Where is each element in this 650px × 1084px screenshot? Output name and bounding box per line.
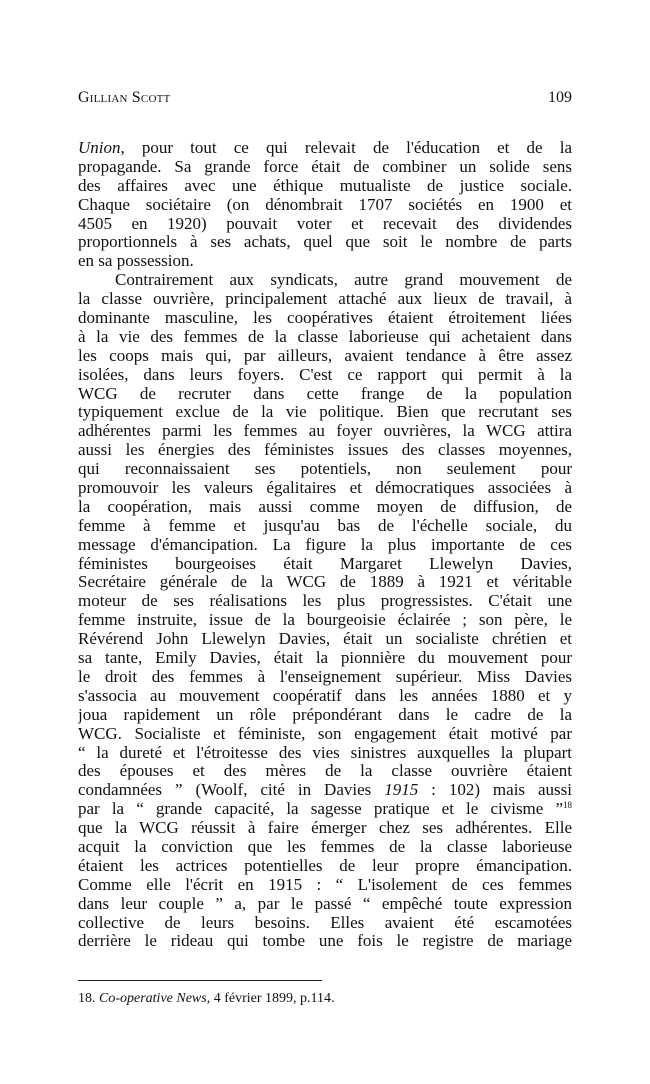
text-line bbox=[78, 196, 572, 215]
text-line bbox=[78, 517, 572, 536]
text-line bbox=[78, 762, 572, 781]
text-line bbox=[78, 819, 572, 838]
text-line bbox=[78, 441, 572, 460]
text-segment: proportionnels à ses achats, quel que soit le nombre de parts bbox=[78, 233, 572, 252]
text-segment: , pour tout ce qui relevait de l'éducation et de la bbox=[120, 139, 572, 157]
text-line bbox=[78, 687, 572, 706]
text-segment: condamnées ” (Woolf, cité in Davies bbox=[78, 781, 385, 800]
text-segment: que la WCG réussit à faire émerger chez ses adhérentes. Elle bbox=[78, 819, 572, 838]
text-segment: femme à femme et jusqu'au bas de l'échelle sociale, du bbox=[78, 516, 572, 535]
text-segment: dans leur couple ” a, par le passé “ empêché toute expression bbox=[78, 894, 572, 913]
text-segment: derrière le rideau qui tombe une fois le registre de mariage bbox=[78, 932, 572, 951]
text-line bbox=[78, 838, 572, 857]
text-segment: Union bbox=[78, 139, 121, 157]
text-segment: dominante masculine, les coopératives étaient étroitement liées bbox=[78, 309, 572, 328]
text-line bbox=[78, 781, 572, 800]
running-header-author: Gillian Scott bbox=[78, 89, 171, 106]
text-segment: : 102) mais aussi bbox=[418, 781, 572, 800]
text-segment: des épouses et des mères de la classe ouvrière étaient bbox=[78, 762, 572, 781]
text-line bbox=[78, 592, 572, 611]
text-line bbox=[78, 611, 572, 630]
text-segment: “ la dureté et l'étroitesse des vies sinistres auxquelles la plupart bbox=[78, 743, 572, 762]
text-segment: le droit des femmes à l'enseignement supérieur. Miss Davies bbox=[78, 667, 572, 686]
text-line bbox=[78, 422, 572, 441]
text-line bbox=[78, 328, 572, 347]
text-segment: sa tante, Emily Davies, était la pionnière du mouvement pour bbox=[78, 649, 572, 668]
text-line bbox=[78, 479, 572, 498]
text-segment: promouvoir les valeurs égalitaires et démocratiques associées à bbox=[78, 479, 572, 498]
page-number: 109 bbox=[548, 89, 572, 106]
text-line bbox=[78, 725, 572, 744]
text-segment: moteur de ses réalisations les plus progressistes. C'était une bbox=[78, 592, 572, 611]
paragraph bbox=[78, 139, 572, 271]
text-segment: 1915 bbox=[384, 781, 419, 800]
text-segment: adhérentes parmi les femmes au foyer ouvrières, la WCG attira bbox=[78, 422, 572, 441]
text-line bbox=[78, 290, 572, 309]
text-line bbox=[78, 215, 572, 234]
text-line bbox=[78, 744, 572, 763]
footnote-number: 18. bbox=[78, 991, 96, 1006]
text-segment: la coopération, mais aussi comme moyen de diffusion, de bbox=[78, 497, 572, 516]
text-segment: Contrairement aux syndicats, autre grand mouvement de bbox=[115, 271, 572, 290]
text-line bbox=[78, 271, 572, 290]
text-line bbox=[78, 498, 572, 517]
text-line bbox=[78, 630, 572, 649]
text-segment: acquit la conviction que les femmes de la classe laborieuse bbox=[78, 837, 572, 856]
footnote-rule bbox=[78, 980, 322, 981]
text-line bbox=[78, 347, 572, 366]
text-segment: 4505 en 1920) pouvait voter et recevait des dividendes bbox=[78, 214, 572, 233]
text-segment: WCG de recruter dans cette frange de la population bbox=[78, 384, 572, 403]
body-text bbox=[78, 139, 572, 951]
text-segment: joua rapidement un rôle prépondérant dans le cadre de la bbox=[78, 705, 572, 724]
text-segment: aussi les énergies des féministes issues des classes moyennes, bbox=[78, 441, 572, 460]
text-segment: en sa possession. bbox=[78, 252, 194, 271]
text-line bbox=[78, 233, 572, 252]
text-segment: féministes bourgeoises était Margaret Llewelyn Davies, bbox=[78, 554, 572, 573]
text-segment: typiquement exclue de la vie politique. Bien que recrutant ses bbox=[78, 403, 572, 422]
text-segment: Secrétaire générale de la WCG de 1889 à 1921 et véritable bbox=[78, 573, 572, 592]
footnote-source: Co-operative News bbox=[99, 991, 207, 1006]
text-segment: WCG. Socialiste et féministe, son engagement était motivé par bbox=[78, 724, 572, 743]
text-line bbox=[78, 932, 572, 951]
text-segment: par la “ grande capacité, la sagesse pratique et le civisme ” bbox=[78, 800, 563, 819]
text-segment: Révérend John Llewelyn Davies, était un socialiste chrétien et bbox=[78, 630, 572, 649]
text-segment: s'associa au mouvement coopératif dans les années 1880 et y bbox=[78, 686, 572, 705]
text-line bbox=[78, 706, 572, 725]
text-segment: les coops mais qui, par ailleurs, avaient tendance à être assez bbox=[78, 346, 572, 365]
text-segment: étaient les actrices potentielles de leur propre émancipation. bbox=[78, 856, 572, 875]
text-segment: propagande. Sa grande force était de combiner un solide sens bbox=[78, 157, 572, 176]
text-line bbox=[78, 366, 572, 385]
text-line bbox=[78, 895, 572, 914]
text-segment: Chaque sociétaire (on dénombrait 1707 sociétés en 1900 et bbox=[78, 195, 572, 214]
text-segment: des affaires avec une éthique mutualiste de justice sociale. bbox=[78, 176, 572, 195]
text-line bbox=[78, 252, 572, 271]
text-segment: message d'émancipation. La figure la plus importante de ces bbox=[78, 535, 572, 554]
text-line bbox=[78, 177, 572, 196]
text-segment: la classe ouvrière, principalement attaché aux lieux de travail, à bbox=[78, 290, 572, 309]
text-segment: Comme elle l'écrit en 1915 : “ L'isolement de ces femmes bbox=[78, 875, 572, 894]
text-line bbox=[78, 555, 572, 574]
text-line bbox=[78, 460, 572, 479]
text-line bbox=[78, 857, 572, 876]
running-header bbox=[78, 89, 572, 111]
text-segment: collective de leurs besoins. Elles avaient été escamotées bbox=[78, 913, 572, 932]
text-line bbox=[78, 800, 572, 819]
text-line bbox=[78, 158, 572, 177]
text-line bbox=[78, 914, 572, 933]
text-segment: isolées, dans leurs foyers. C'est ce rapport qui permit à la bbox=[78, 365, 572, 384]
text-line bbox=[78, 573, 572, 592]
text-line bbox=[78, 403, 572, 422]
text-line bbox=[78, 876, 572, 895]
footnote-rest: , 4 février 1899, p.114. bbox=[206, 991, 335, 1006]
text-line bbox=[78, 139, 572, 158]
text-line bbox=[78, 649, 572, 668]
text-segment: femme instruite, issue de la bourgeoisie éclairée ; son père, le bbox=[78, 611, 572, 630]
footnote bbox=[78, 991, 335, 1007]
text-line bbox=[78, 309, 572, 328]
text-segment: à la vie des femmes de la classe laborieuse qui achetaient dans bbox=[78, 327, 572, 346]
text-line bbox=[78, 668, 572, 687]
paragraph bbox=[78, 271, 572, 951]
footnote-reference[interactable]: 18 bbox=[563, 800, 572, 811]
text-segment: qui reconnaissaient ses potentiels, non seulement pour bbox=[78, 460, 572, 479]
text-line bbox=[78, 536, 572, 555]
text-line bbox=[78, 385, 572, 404]
